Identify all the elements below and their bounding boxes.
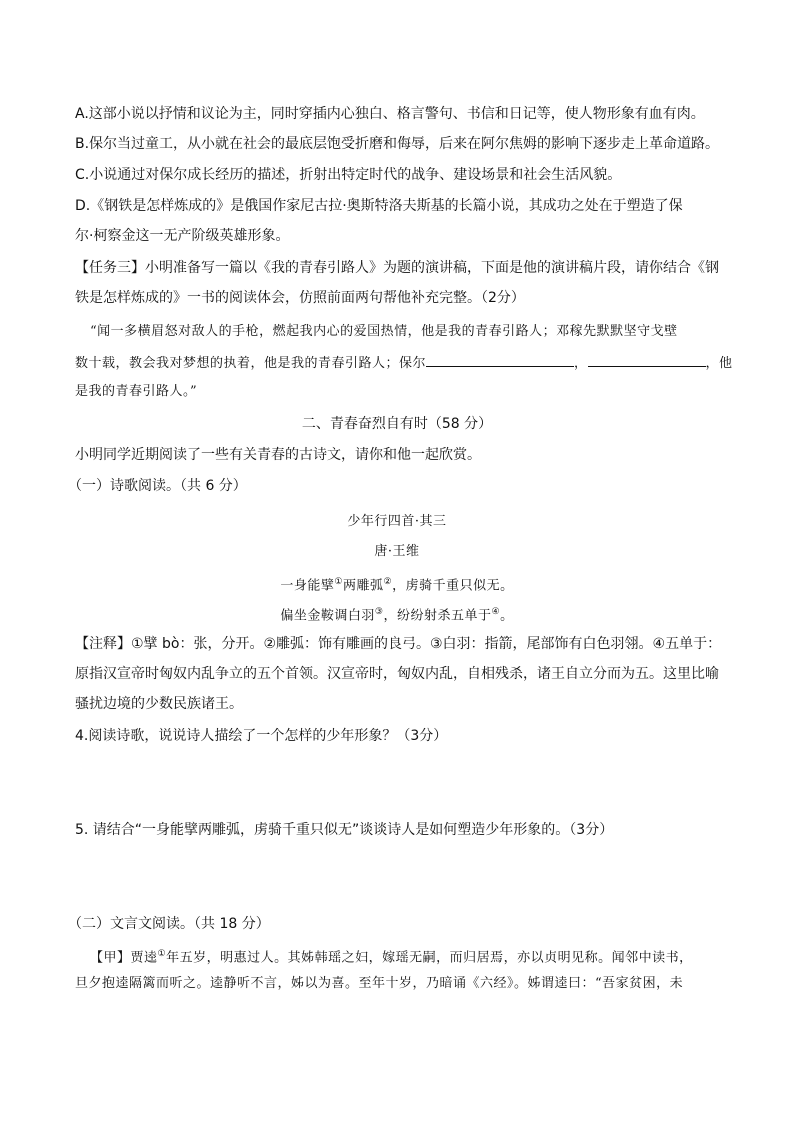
question-5: 5. 请结合“一身能擘两雕弧，虏骑千重只似无”谈谈诗人是如何塑造少年形象的。（3分） [75, 822, 614, 838]
poem-title: 少年行四首·其三 [347, 514, 447, 529]
poem-line-2: 偏坐金鞍调白羽③，纷纷射杀五单于④。 [280, 607, 514, 624]
option-d: D.《钢铁是怎样炼成的》是俄国作家尼古拉·奥斯特洛夫斯基的长篇小说，其成功之处在于塑造了保 [75, 198, 683, 214]
classical-text-line-2: 旦夕抱逵隔篱而听之。逵静听不言，姊以为喜。至年十岁，乃暗诵《六经》。姊谓逵曰：“吾家贫困，未 [75, 976, 684, 991]
task3-quote-line2 [75, 352, 733, 374]
quote-text-end: ，他 [705, 356, 733, 371]
section2-title: 二、青春奋烈自有时（58 分） [301, 416, 493, 432]
notes-line-2: 原指汉宣帝时匈奴内乱争立的五个首领。汉宣帝时，匈奴内乱，自相残杀，诸王自立分而为五。这里比喻 [75, 666, 719, 682]
answer-blank-1[interactable] [426, 352, 574, 367]
classical-subheading: （二）文言文阅读。（共 18 分） [68, 916, 270, 932]
option-d-continued: 尔·柯察金这一无产阶级英雄形象。 [75, 228, 290, 244]
quote-separator: ， [574, 356, 588, 371]
task3-line1: 【任务三】小明准备写一篇以《我的青春引路人》为题的演讲稿，下面是他的演讲稿片段，请你结合《钢 [75, 260, 719, 276]
section2-intro: 小明同学近期阅读了一些有关青春的古诗文，请你和他一起欣赏。 [75, 447, 481, 463]
quote-text: 数十载，教会我对梦想的执着，他是我的青春引路人；保尔 [75, 356, 427, 371]
option-a: A.这部小说以抒情和议论为主，同时穿插内心独白、格言警句、书信和日记等，使人物形象有血有肉。 [75, 106, 705, 122]
task3-quote-line3: 是我的青春引路人。” [75, 384, 198, 399]
answer-blank-2[interactable] [588, 352, 706, 367]
classical-text-line-1: 【甲】贾逵①年五岁，明惠过人。其姊韩瑶之妇，嫁瑶无嗣，而归居焉，亦以贞明见称。闻邻中读书， [90, 949, 693, 966]
poem-author: 唐·王维 [374, 544, 420, 559]
option-c: C.小说通过对保尔成长经历的描述，折射出特定时代的战争、建设场景和社会生活风貌。 [75, 167, 622, 183]
notes-line-3: 骚扰边境的少数民族诸王。 [75, 696, 243, 712]
option-b: B.保尔当过童工，从小就在社会的最底层饱受折磨和侮辱，后来在阿尔焦姆的影响下逐步走上革命道路。 [75, 136, 720, 152]
poem-line-1: 一身能擘①两雕弧②，虏骑千重只似无。 [280, 577, 514, 594]
poetry-subheading: （一）诗歌阅读。（共 6 分） [68, 478, 247, 494]
notes-line-1: 【注释】①擘 bò：张，分开。②雕弧：饰有雕画的良弓。③白羽：指箭，尾部饰有白色羽翎。④五单于： [75, 636, 722, 652]
task3-quote-line1: “闻一多横眉怒对敌人的手枪，燃起我内心的爱国热情，他是我的青春引路人；邓稼先默默坚守戈壁 [90, 324, 678, 339]
task3-line2: 铁是怎样炼成的》一书的阅读体会，仿照前面两句帮他补充完整。（2分） [75, 290, 525, 306]
question-4: 4.阅读诗歌，说说诗人描绘了一个怎样的少年形象？（3分） [75, 728, 448, 744]
